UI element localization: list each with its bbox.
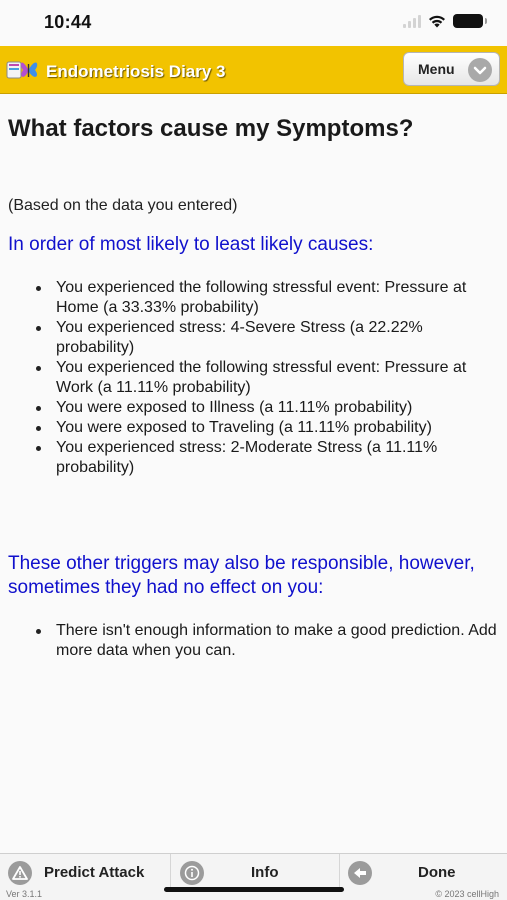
- list-item: You were exposed to Traveling (a 11.11% probability): [0, 418, 500, 438]
- causes-list: [0, 278, 500, 478]
- battery-icon: [453, 14, 483, 28]
- list-item: There isn't enough information to make a good prediction. Add more data when you can.: [0, 621, 500, 661]
- list-item: You experienced stress: 2-Moderate Stress (a 11.11% probability): [0, 438, 500, 478]
- menu-button[interactable]: [403, 52, 500, 86]
- chevron-down-icon: [468, 58, 492, 82]
- app-title: Endometriosis Diary 3: [46, 62, 226, 81]
- copyright-label: © 2023 cellHigh: [435, 889, 499, 899]
- list-item: You experienced the following stressful event: Pressure at Home (a 33.33% probability): [0, 278, 500, 318]
- bottom-tab-bar: [0, 853, 507, 900]
- warning-icon: [8, 861, 32, 885]
- status-time: 10:44: [44, 12, 92, 32]
- info-label: Info: [251, 864, 279, 881]
- causes-heading: In order of most likely to least likely causes:: [8, 234, 374, 255]
- predict-attack-label: Predict Attack: [44, 864, 145, 881]
- other-triggers-list: [0, 621, 500, 661]
- done-button[interactable]: [339, 854, 507, 890]
- info-button[interactable]: [170, 854, 339, 890]
- butterfly-logo-icon: [6, 56, 44, 82]
- menu-button-label: Menu: [418, 61, 455, 77]
- home-indicator[interactable]: [164, 887, 344, 892]
- list-item: You experienced stress: 4-Severe Stress (a 22.22% probability): [0, 318, 500, 358]
- version-label: Ver 3.1.1: [6, 889, 43, 899]
- done-label: Done: [418, 864, 456, 881]
- app-header: [0, 46, 507, 94]
- predict-attack-button[interactable]: [0, 854, 170, 890]
- page-subtitle: (Based on the data you entered): [8, 197, 238, 214]
- status-bar: [0, 0, 507, 46]
- page-title: What factors cause my Symptoms?: [8, 115, 414, 142]
- arrow-left-icon: [348, 861, 372, 885]
- other-triggers-heading: These other triggers may also be responsible, however, sometimes they had no effect on you:: [8, 553, 475, 598]
- status-icons: [403, 14, 483, 28]
- info-icon: [180, 861, 204, 885]
- wifi-icon: [428, 14, 446, 28]
- list-item: You were exposed to Illness (a 11.11% probability): [0, 398, 500, 418]
- cellular-signal-icon: [403, 15, 421, 28]
- list-item: You experienced the following stressful event: Pressure at Work (a 11.11% probability): [0, 358, 500, 398]
